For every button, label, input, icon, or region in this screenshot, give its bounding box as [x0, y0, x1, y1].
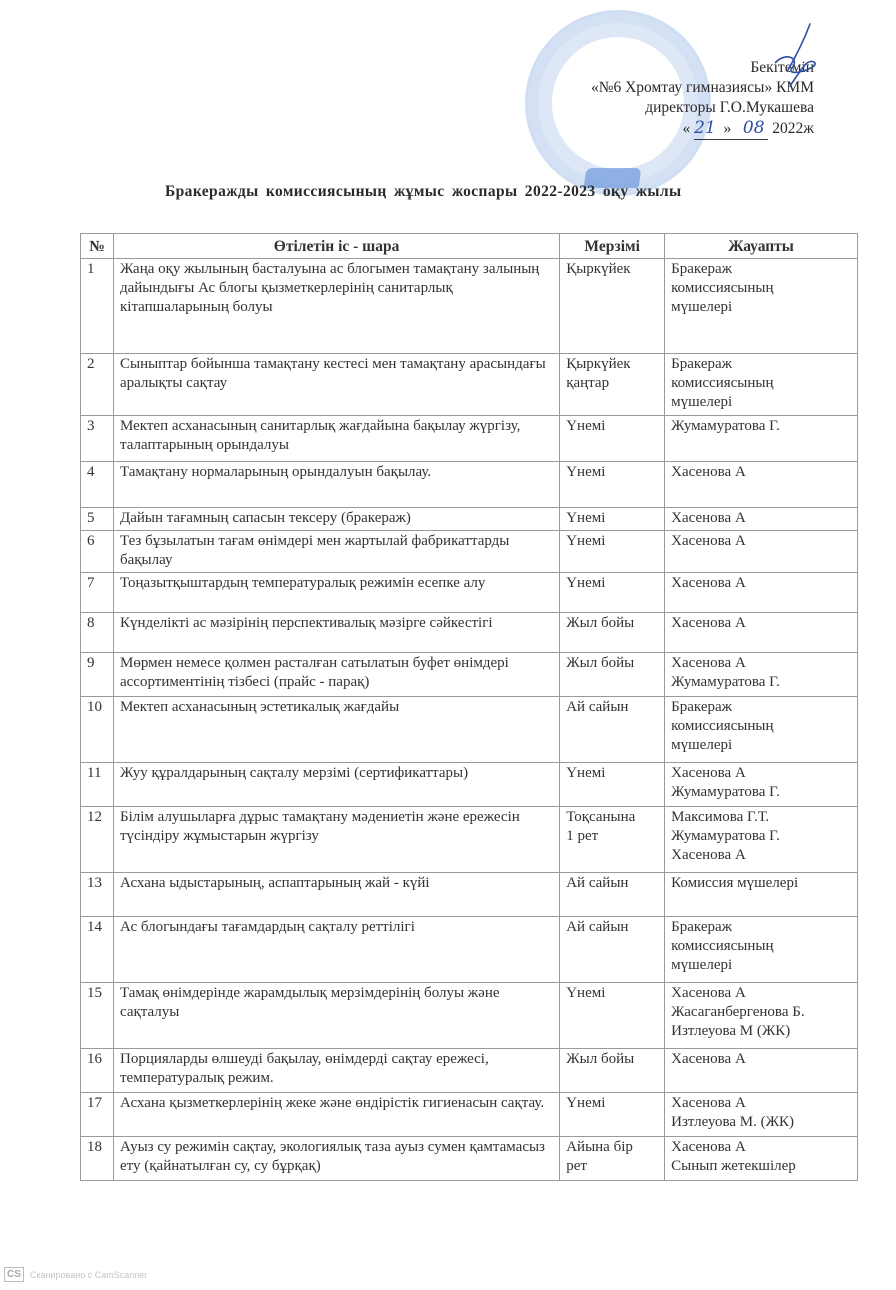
deadline-line: Жыл бойы: [566, 1051, 635, 1067]
cell-num: 9: [81, 653, 114, 697]
camscanner-logo-icon: CS: [4, 1267, 24, 1282]
cell-deadline: [560, 1049, 665, 1093]
cell-deadline: [560, 531, 665, 573]
cell-responsible: [665, 573, 858, 613]
date-quote-open: «: [682, 120, 691, 137]
cell-responsible: [665, 763, 858, 807]
cell-responsible: [665, 697, 858, 763]
cell-deadline: [560, 807, 665, 873]
deadline-line: 1 рет: [566, 828, 599, 844]
cell-activity: Тоңазытқыштардың температуралық режимін есепке алу: [113, 573, 559, 613]
deadline-line: Үнемі: [566, 575, 606, 591]
responsible-person: Хасенова А: [671, 575, 746, 591]
cell-activity: Тамақ өнімдерінде жарамдылық мерзімдерінің болуы және сақталуы: [113, 983, 559, 1049]
cell-activity: Тамақтану нормаларының орындалуын бақылау.: [113, 462, 559, 508]
cell-responsible: [665, 531, 858, 573]
deadline-line: Ай сайын: [566, 699, 629, 715]
table-row: [81, 1137, 858, 1181]
responsible-person: Хасенова А: [671, 615, 746, 631]
cell-responsible: [665, 983, 858, 1049]
table-row: [81, 983, 858, 1049]
responsible-person: комиссиясының: [671, 375, 774, 391]
responsible-person: Хасенова А: [671, 1051, 746, 1067]
table-row: [81, 763, 858, 807]
cell-responsible: [665, 1093, 858, 1137]
cell-activity: Ас блогындағы тағамдардың сақталу реттілігі: [113, 917, 559, 983]
document-title: Бракеражды комиссиясының жұмыс жоспары 2022-2023 оқу жылы: [165, 183, 682, 200]
cell-num: 12: [81, 807, 114, 873]
responsible-person: Сынып жетекшілер: [671, 1158, 796, 1174]
responsible-person: Комиссия мүшелері: [671, 875, 799, 891]
deadline-line: Үнемі: [566, 1095, 606, 1111]
cell-activity: Мектеп асханасының санитарлық жағдайына бақылау жүргізу, талаптарының орындалуы: [113, 416, 559, 462]
responsible-person: Хасенова А: [671, 1095, 746, 1111]
scanner-watermark: [4, 1267, 147, 1282]
table-row: [81, 531, 858, 573]
cell-num: 8: [81, 613, 114, 653]
date-month: 08: [742, 118, 765, 138]
signature-icon: [766, 22, 822, 92]
cell-responsible: [665, 613, 858, 653]
deadline-line: Үнемі: [566, 418, 606, 434]
responsible-person: Бракераж: [671, 261, 733, 277]
cell-activity: Асхана қызметкерлерінің жеке және өндірістік гигиенасын сақтау.: [113, 1093, 559, 1137]
deadline-line: қаңтар: [566, 375, 610, 391]
header-num: №: [81, 234, 114, 259]
header-deadline: Мерзімі: [560, 234, 665, 259]
cell-responsible: [665, 259, 858, 354]
approval-organization: «№6 Хромтау гимназиясы» КММ: [590, 79, 814, 96]
cell-responsible: [665, 462, 858, 508]
cell-num: 14: [81, 917, 114, 983]
responsible-person: Жасаганбергенова Б.: [671, 1004, 805, 1020]
responsible-person: Изтлеуова М. (ЖК): [671, 1114, 795, 1130]
cell-responsible: [665, 873, 858, 917]
responsible-person: Бракераж: [671, 356, 733, 372]
responsible-person: Жумамуратова Г.: [671, 828, 780, 844]
deadline-line: Айына бір: [566, 1139, 633, 1155]
cell-deadline: [560, 462, 665, 508]
deadline-line: рет: [566, 1158, 587, 1174]
table-row: [81, 873, 858, 917]
table-row: [81, 1049, 858, 1093]
cell-num: 18: [81, 1137, 114, 1181]
cell-activity: Мөрмен немесе қолмен расталған сатылатын буфет өнімдері ассортиментінің тізбесі (прайс - парақ): [113, 653, 559, 697]
table-row: [81, 1093, 858, 1137]
deadline-line: Қыркүйек: [566, 261, 631, 277]
cell-num: 13: [81, 873, 114, 917]
responsible-person: Хасенова А: [671, 655, 746, 671]
cell-responsible: [665, 807, 858, 873]
responsible-person: мүшелері: [671, 957, 733, 973]
table-row: [81, 653, 858, 697]
table-row: [81, 917, 858, 983]
responsible-person: мүшелері: [671, 737, 733, 753]
cell-deadline: [560, 983, 665, 1049]
responsible-person: Хасенова А: [671, 985, 746, 1001]
responsible-person: комиссиясының: [671, 280, 774, 296]
deadline-line: Жыл бойы: [566, 655, 635, 671]
responsible-person: Хасенова А: [671, 1139, 746, 1155]
approval-date: [591, 118, 814, 140]
cell-num: 4: [81, 462, 114, 508]
deadline-line: Ай сайын: [566, 875, 629, 891]
approval-block: [591, 58, 814, 140]
scanner-text: Сканировано с CamScanner: [29, 1269, 148, 1280]
cell-num: 3: [81, 416, 114, 462]
cell-deadline: [560, 873, 665, 917]
responsible-person: Хасенова А: [671, 510, 746, 526]
cell-num: 5: [81, 508, 114, 531]
responsible-person: Хасенова А: [671, 464, 746, 480]
cell-deadline: [560, 1137, 665, 1181]
responsible-person: Жумамуратова Г.: [671, 674, 780, 690]
cell-num: 10: [81, 697, 114, 763]
cell-num: 1: [81, 259, 114, 354]
cell-deadline: [560, 259, 665, 354]
cell-deadline: [560, 697, 665, 763]
deadline-line: Жыл бойы: [566, 615, 635, 631]
table-row: [81, 508, 858, 531]
deadline-line: Тоқсанына: [566, 809, 636, 825]
responsible-person: Максимова Г.Т.: [671, 809, 770, 825]
cell-deadline: [560, 354, 665, 416]
cell-activity: Дайын тағамның сапасын тексеру (бракераж): [113, 508, 559, 531]
responsible-person: комиссиясының: [671, 718, 774, 734]
cell-deadline: [560, 653, 665, 697]
cell-deadline: [560, 508, 665, 531]
cell-activity: Жаңа оқу жылының басталуына ас блогымен тамақтану залының дайындығы Ас блогы қызметкерлерінің санитарлық кітапшаларының болуы: [113, 259, 559, 354]
table-row: [81, 613, 858, 653]
responsible-person: мүшелері: [671, 299, 733, 315]
cell-num: 15: [81, 983, 114, 1049]
responsible-person: Бракераж: [671, 919, 733, 935]
cell-num: 2: [81, 354, 114, 416]
responsible-person: мүшелері: [671, 394, 733, 410]
cell-responsible: [665, 416, 858, 462]
cell-deadline: [560, 1093, 665, 1137]
cell-deadline: [560, 917, 665, 983]
table-row: [81, 462, 858, 508]
cell-deadline: [560, 416, 665, 462]
responsible-person: Изтлеуова М (ЖК): [671, 1023, 791, 1039]
date-year: 2022ж: [772, 120, 814, 137]
cell-responsible: [665, 508, 858, 531]
deadline-line: Ай сайын: [566, 919, 629, 935]
cell-num: 17: [81, 1093, 114, 1137]
approval-approved: Бекітемін: [750, 59, 814, 76]
header-responsible: Жауапты: [665, 234, 858, 259]
responsible-person: Хасенова А: [671, 847, 746, 863]
responsible-person: Бракераж: [671, 699, 733, 715]
cell-responsible: [665, 653, 858, 697]
table-row: [81, 573, 858, 613]
cell-activity: Сыныптар бойынша тамақтану кестесі мен тамақтану арасындағы аралықты сақтау: [113, 354, 559, 416]
cell-activity: Жуу құралдарының сақталу мерзімі (сертификаттары): [113, 763, 559, 807]
responsible-person: Жумамуратова Г.: [671, 784, 780, 800]
date-quote-close: »: [723, 120, 732, 137]
table-row: [81, 354, 858, 416]
cell-num: 16: [81, 1049, 114, 1093]
table-body: [81, 259, 858, 1181]
deadline-line: Үнемі: [566, 765, 606, 781]
table-row: [81, 807, 858, 873]
cell-responsible: [665, 917, 858, 983]
cell-activity: Мектеп асханасының эстетикалық жағдайы: [113, 697, 559, 763]
cell-activity: Асхана ыдыстарының, аспаптарының жай - күйі: [113, 873, 559, 917]
table-row: [81, 259, 858, 354]
deadline-line: Қыркүйек: [566, 356, 631, 372]
work-plan-table: [80, 233, 858, 1181]
date-day: 21: [694, 118, 716, 138]
cell-responsible: [665, 1137, 858, 1181]
responsible-person: Хасенова А: [671, 765, 746, 781]
table-row: [81, 697, 858, 763]
responsible-person: комиссиясының: [671, 938, 774, 954]
cell-activity: Ауыз су режимін сақтау, экологиялық таза ауыз сумен қамтамасыз ету (қайнатылған су, су бұрқақ): [113, 1137, 559, 1181]
responsible-person: Хасенова А: [671, 533, 746, 549]
cell-deadline: [560, 573, 665, 613]
responsible-person: Жумамуратова Г.: [671, 418, 780, 434]
deadline-line: Үнемі: [566, 464, 606, 480]
table-header-row: [81, 234, 858, 259]
deadline-line: Үнемі: [566, 985, 606, 1001]
cell-responsible: [665, 1049, 858, 1093]
deadline-line: Үнемі: [566, 510, 606, 526]
header-activity: Өтілетін іс - шара: [113, 234, 559, 259]
cell-activity: Тез бұзылатын тағам өнімдері мен жартылай фабрикаттарды бақылау: [113, 531, 559, 573]
cell-num: 6: [81, 531, 114, 573]
cell-activity: Білім алушыларға дұрыс тамақтану мәдениетін және ережесін түсіндіру жұмыстарын жүргізу: [113, 807, 559, 873]
cell-deadline: [560, 763, 665, 807]
cell-num: 11: [81, 763, 114, 807]
approval-director: директоры Г.О.Мукашева: [645, 99, 814, 116]
cell-num: 7: [81, 573, 114, 613]
table-row: [81, 416, 858, 462]
cell-responsible: [665, 354, 858, 416]
cell-activity: Порцияларды өлшеуді бақылау, өнімдерді сақтау ережесі, температуралық режим.: [113, 1049, 559, 1093]
deadline-line: Үнемі: [566, 533, 606, 549]
cell-deadline: [560, 613, 665, 653]
cell-activity: Күнделікті ас мәзірінің перспективалық мәзірге сәйкестігі: [113, 613, 559, 653]
